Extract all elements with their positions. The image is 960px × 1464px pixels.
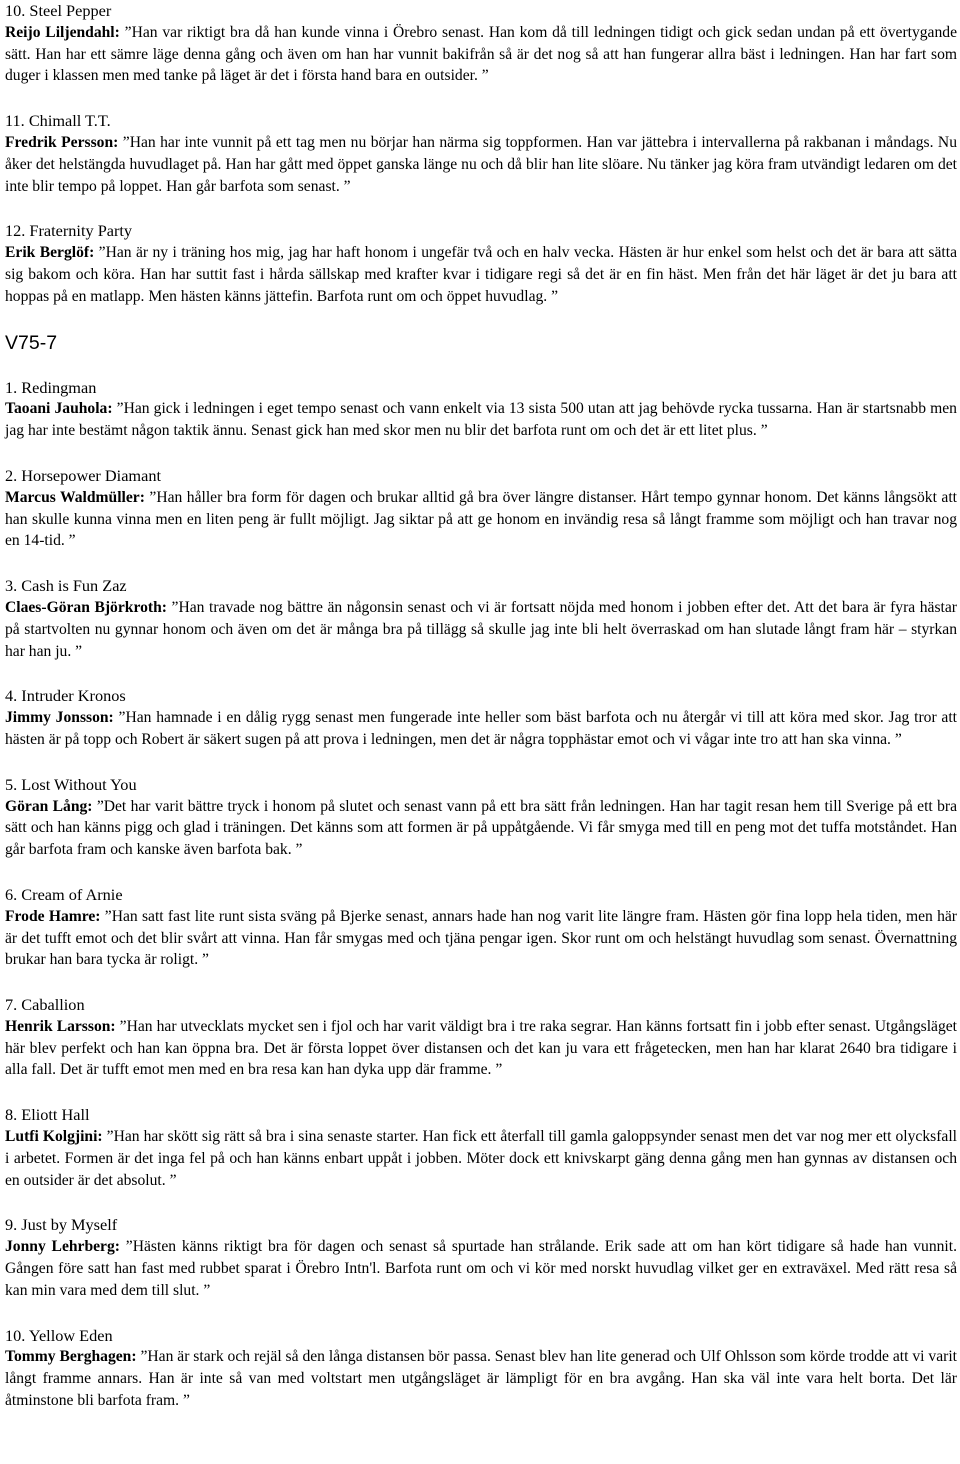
trainer-name: Claes-Göran Björkroth: — [5, 598, 167, 616]
horse-title: 8. Eliott Hall — [5, 1105, 90, 1125]
comment-text: Han har inte vunnit på ett tag men nu börjar han närma sig toppformen. Han var jättebra i intervallerna på rakbanan i måndags. Nu åker det helstängda huvudlaget på. Han har gått med öppet ganska länge nu och då blir han lite slöare. Nu tänker jag köra fram utvändigt ledaren om det inte blir tempo på loppet. Han går barfota som senast. — [5, 133, 957, 195]
quote-mark-open: ” — [144, 488, 157, 506]
trainer-comment — [5, 242, 957, 307]
quote-mark-open: ” — [115, 1017, 127, 1035]
horse-title: 9. Just by Myself — [5, 1215, 118, 1235]
trainer-name: Marcus Waldmüller: — [5, 488, 145, 506]
horse-title: 11. Chimall T.T. — [5, 111, 111, 131]
trainer-comment — [5, 132, 957, 197]
horse-title: 10. Steel Pepper — [5, 1, 112, 20]
comment-text: Han har skött sig rätt så bra i sina senaste starter. Han fick ett återfall till gamla galoppsynder senast men det var nog mer ett olycksfall i arbetet. Formen är det inga fel på och han känns enbart uppåt i jobben. Möter dock ett knivskarpt gäng denna gång men han gynnas av distansen och en outsider är det absolut. — [5, 1128, 958, 1189]
horse-entry — [5, 0, 957, 87]
quote-mark-open: ” — [112, 400, 124, 418]
horse-entry — [5, 884, 957, 971]
comment-text: Han hamnade i en dålig rygg senast men fungerade inte heller som bäst barfota och nu återgår vi till att köra med skor. Jag tror att hästen är på topp och Robert är säkert sugen på att prova i ledningen, men det är några topphästar emot och vi vågar inte tro att han ska vinna. — [5, 709, 957, 748]
comment-text: Hästen känns riktigt bra för dagen och senast så spurtade han strålande. Erik sade att om han kört tidigare så hade han vunnit. Gången före satt han fast med rubbet sparat i Örebro Intn'l. Barfota runt om och vi kör med norskt huvudlag vilket ger en extraväxel. Med rätt resa så kan min vara med dem till slut. — [5, 1238, 957, 1299]
quote-mark-close: ” — [760, 422, 768, 440]
quote-mark-open: ” — [94, 244, 106, 262]
quote-mark-open: ” — [92, 797, 104, 815]
horse-title: 2. Horsepower Diamant — [5, 465, 161, 485]
quote-mark-close: ” — [894, 730, 902, 748]
quote-mark-open: ” — [136, 1348, 148, 1366]
horse-entry — [5, 1325, 957, 1412]
comment-text: Han har utvecklats mycket sen i fjol och har varit väldigt bra i tre raka segrar. Han känns fortsatt fin i jobb efter senast. Utgångsläget här blev perfekt och han kan öppna bra. Det är första loppet över distansen och det kan ju vara ett frågetecken, men han har klarat 2640 bra tidigare i alla fall. Det är tufft emot men med en bra resa kan han dyka upp där framme. — [5, 1017, 958, 1079]
quote-mark-close: ” — [495, 1061, 503, 1079]
section-heading: V75-7 — [5, 331, 58, 354]
horse-entry — [5, 220, 957, 307]
horse-entry — [5, 465, 957, 552]
horse-title: 10. Yellow Eden — [5, 1325, 113, 1345]
horse-title: 6. Cream of Arnie — [5, 884, 123, 904]
quote-mark-close: ” — [203, 1281, 211, 1299]
trainer-name: Frode Hamre: — [5, 907, 101, 925]
trainer-comment — [5, 707, 957, 751]
comment-text: Han var riktigt bra då han kunde vinna i Örebro senast. Han kom då till ledningen tidigt och gick sedan undan på ett övertygande sätt. Han har ett sämre läge denna gång och även om han har vunnit bakifrån så är det nog så att han fungerar allra bäst i ledningen. Han har fart som duger i klassen men med tanke på läget är det i första hand bara en outsider. — [5, 23, 957, 85]
trainer-name: Göran Lång: — [5, 797, 93, 815]
trainer-name: Reijo Liljendahl: — [5, 23, 120, 41]
comment-text: Det har varit bättre tryck i honom på slutet och senast vann på ett bra sätt från ledningen. Han har tagit resan hem till Sverige på ett bra sätt och han känns pigg och glad i träningen. Det känns som att formen är på uppåtgående. Vi får smyga med till en peng mot det tuffa motståndet. Han går barfota fram och kanske även barfota bak. — [5, 797, 957, 859]
trainer-name: Jimmy Jonsson: — [5, 709, 114, 727]
quote-mark-close: ” — [182, 1392, 190, 1410]
trainer-comment — [5, 1236, 957, 1301]
quote-mark-open: ” — [119, 23, 132, 41]
horse-entry — [5, 575, 957, 662]
trainer-name: Taoani Jauhola: — [5, 400, 113, 418]
trainer-name: Lutfi Kolgjini: — [5, 1128, 103, 1146]
quote-mark-open: ” — [102, 1128, 114, 1146]
trainer-comment — [5, 597, 957, 662]
horse-title: 7. Caballion — [5, 995, 85, 1015]
trainer-comment — [5, 796, 957, 861]
quote-mark-close: ” — [481, 67, 489, 85]
trainer-comment — [5, 487, 957, 552]
horse-title: 1. Redingman — [5, 377, 97, 397]
horse-entry — [5, 110, 957, 197]
trainer-comment — [5, 22, 957, 87]
trainer-comment — [5, 1016, 957, 1081]
comment-text: Han är ny i träning hos mig, jag har haft honom i ungefär två och en halv vecka. Hästen är hur enkel som helst och det är bara att sätta sig bakom och köra. Han har suttit fast i hårda sällskap med krafter kvar i tidigare regi så det är en fin häst. Men från det här läget är det ju bara att hoppas på en matlapp. Men hästen känns jättefin. Barfota runt om och öppet huvudlag. — [5, 244, 958, 305]
quote-mark-open: ” — [118, 133, 130, 151]
horse-entry — [5, 685, 957, 750]
quote-mark-open: ” — [113, 709, 126, 727]
horse-title: 3. Cash is Fun Zaz — [5, 576, 127, 596]
trainer-comment — [5, 1126, 957, 1191]
quote-mark-open: ” — [119, 1238, 133, 1256]
horse-title: 5. Lost Without You — [5, 774, 137, 794]
quote-mark-close: ” — [169, 1171, 177, 1189]
quote-mark-close: ” — [68, 532, 76, 550]
trainer-name: Tommy Berghagen: — [5, 1348, 137, 1366]
trainer-comment — [5, 906, 957, 971]
horse-entry — [5, 1214, 957, 1301]
comment-text: Han gick i ledningen i eget tempo senast och vann enkelt via 13 sista 500 utan att jag behövde rycka tussarna. Han är startsnabb men jag har inte bestämt någon taktik ännu. Senast gick han med skor men nu blir det barfota runt om och det är ett litet plus. — [5, 400, 957, 440]
horse-entry — [5, 774, 957, 861]
trainer-comment — [5, 398, 957, 442]
quote-mark-close: ” — [551, 287, 559, 305]
comment-text: Han är stark och rejäl så den långa distansen bör passa. Senast blev han lite generad och Ulf Ohlsson som körde trodde att vi varit långt framme annars. Han är inte så van med voltstart men utgångsläget är lämpligt för en bra avgång. Han ska väl inte vara helt borta. Det lär åtminstone bli barfota fram. — [5, 1348, 957, 1410]
trainer-name: Henrik Larsson: — [5, 1017, 116, 1035]
horse-entry — [5, 1104, 957, 1191]
comment-text: Han satt fast lite runt sista sväng på Bjerke senast, annars hade han nog varit lite längre fram. Hästen gör fina lopp hela tiden, men här är det tufft emot och det blir svårt att vinna. Han får smygas med och tjäna pengar igen. Skor runt om och helstängt huvudlag som senast. Övernattning brukar han bara tycka är roligt. — [5, 907, 957, 969]
quote-mark-open: ” — [166, 598, 179, 616]
quote-mark-close: ” — [343, 177, 351, 195]
horse-entry — [5, 377, 957, 442]
horse-title: 12. Fraternity Party — [5, 221, 133, 241]
document-page — [5, 0, 957, 1412]
comment-text: Han travade nog bättre än någonsin senast och vi är fortsatt nöjda med honom i jobben efter det. Att det bara är fyra hästar på startvolten nu gynnar honom och även om det är många bra på tillägg så skulle jag inte bli helt överraskad om han slutade långt fram här – styrkan har han ju. — [5, 598, 957, 660]
trainer-name: Jonny Lehrberg: — [5, 1238, 120, 1256]
quote-mark-open: ” — [100, 907, 112, 925]
quote-mark-close: ” — [202, 951, 209, 969]
quote-mark-close: ” — [295, 841, 303, 859]
trainer-name: Erik Berglöf: — [5, 244, 95, 262]
trainer-name: Fredrik Persson: — [5, 133, 119, 151]
horse-title: 4. Intruder Kronos — [5, 686, 126, 706]
horse-entry — [5, 994, 957, 1081]
quote-mark-close: ” — [75, 642, 83, 660]
comment-text: Han håller bra form för dagen och brukar alltid gå bra över längre distanser. Hårt tempo gynnar honom. Det känns långsökt att han skulle kunna vinna men en liten peng är fullt möjligt. Jag siktar på att ge honom en invändig resa så långt framme som möjligt och han travar nog en 14-tid. — [5, 488, 957, 550]
trainer-comment — [5, 1346, 957, 1411]
